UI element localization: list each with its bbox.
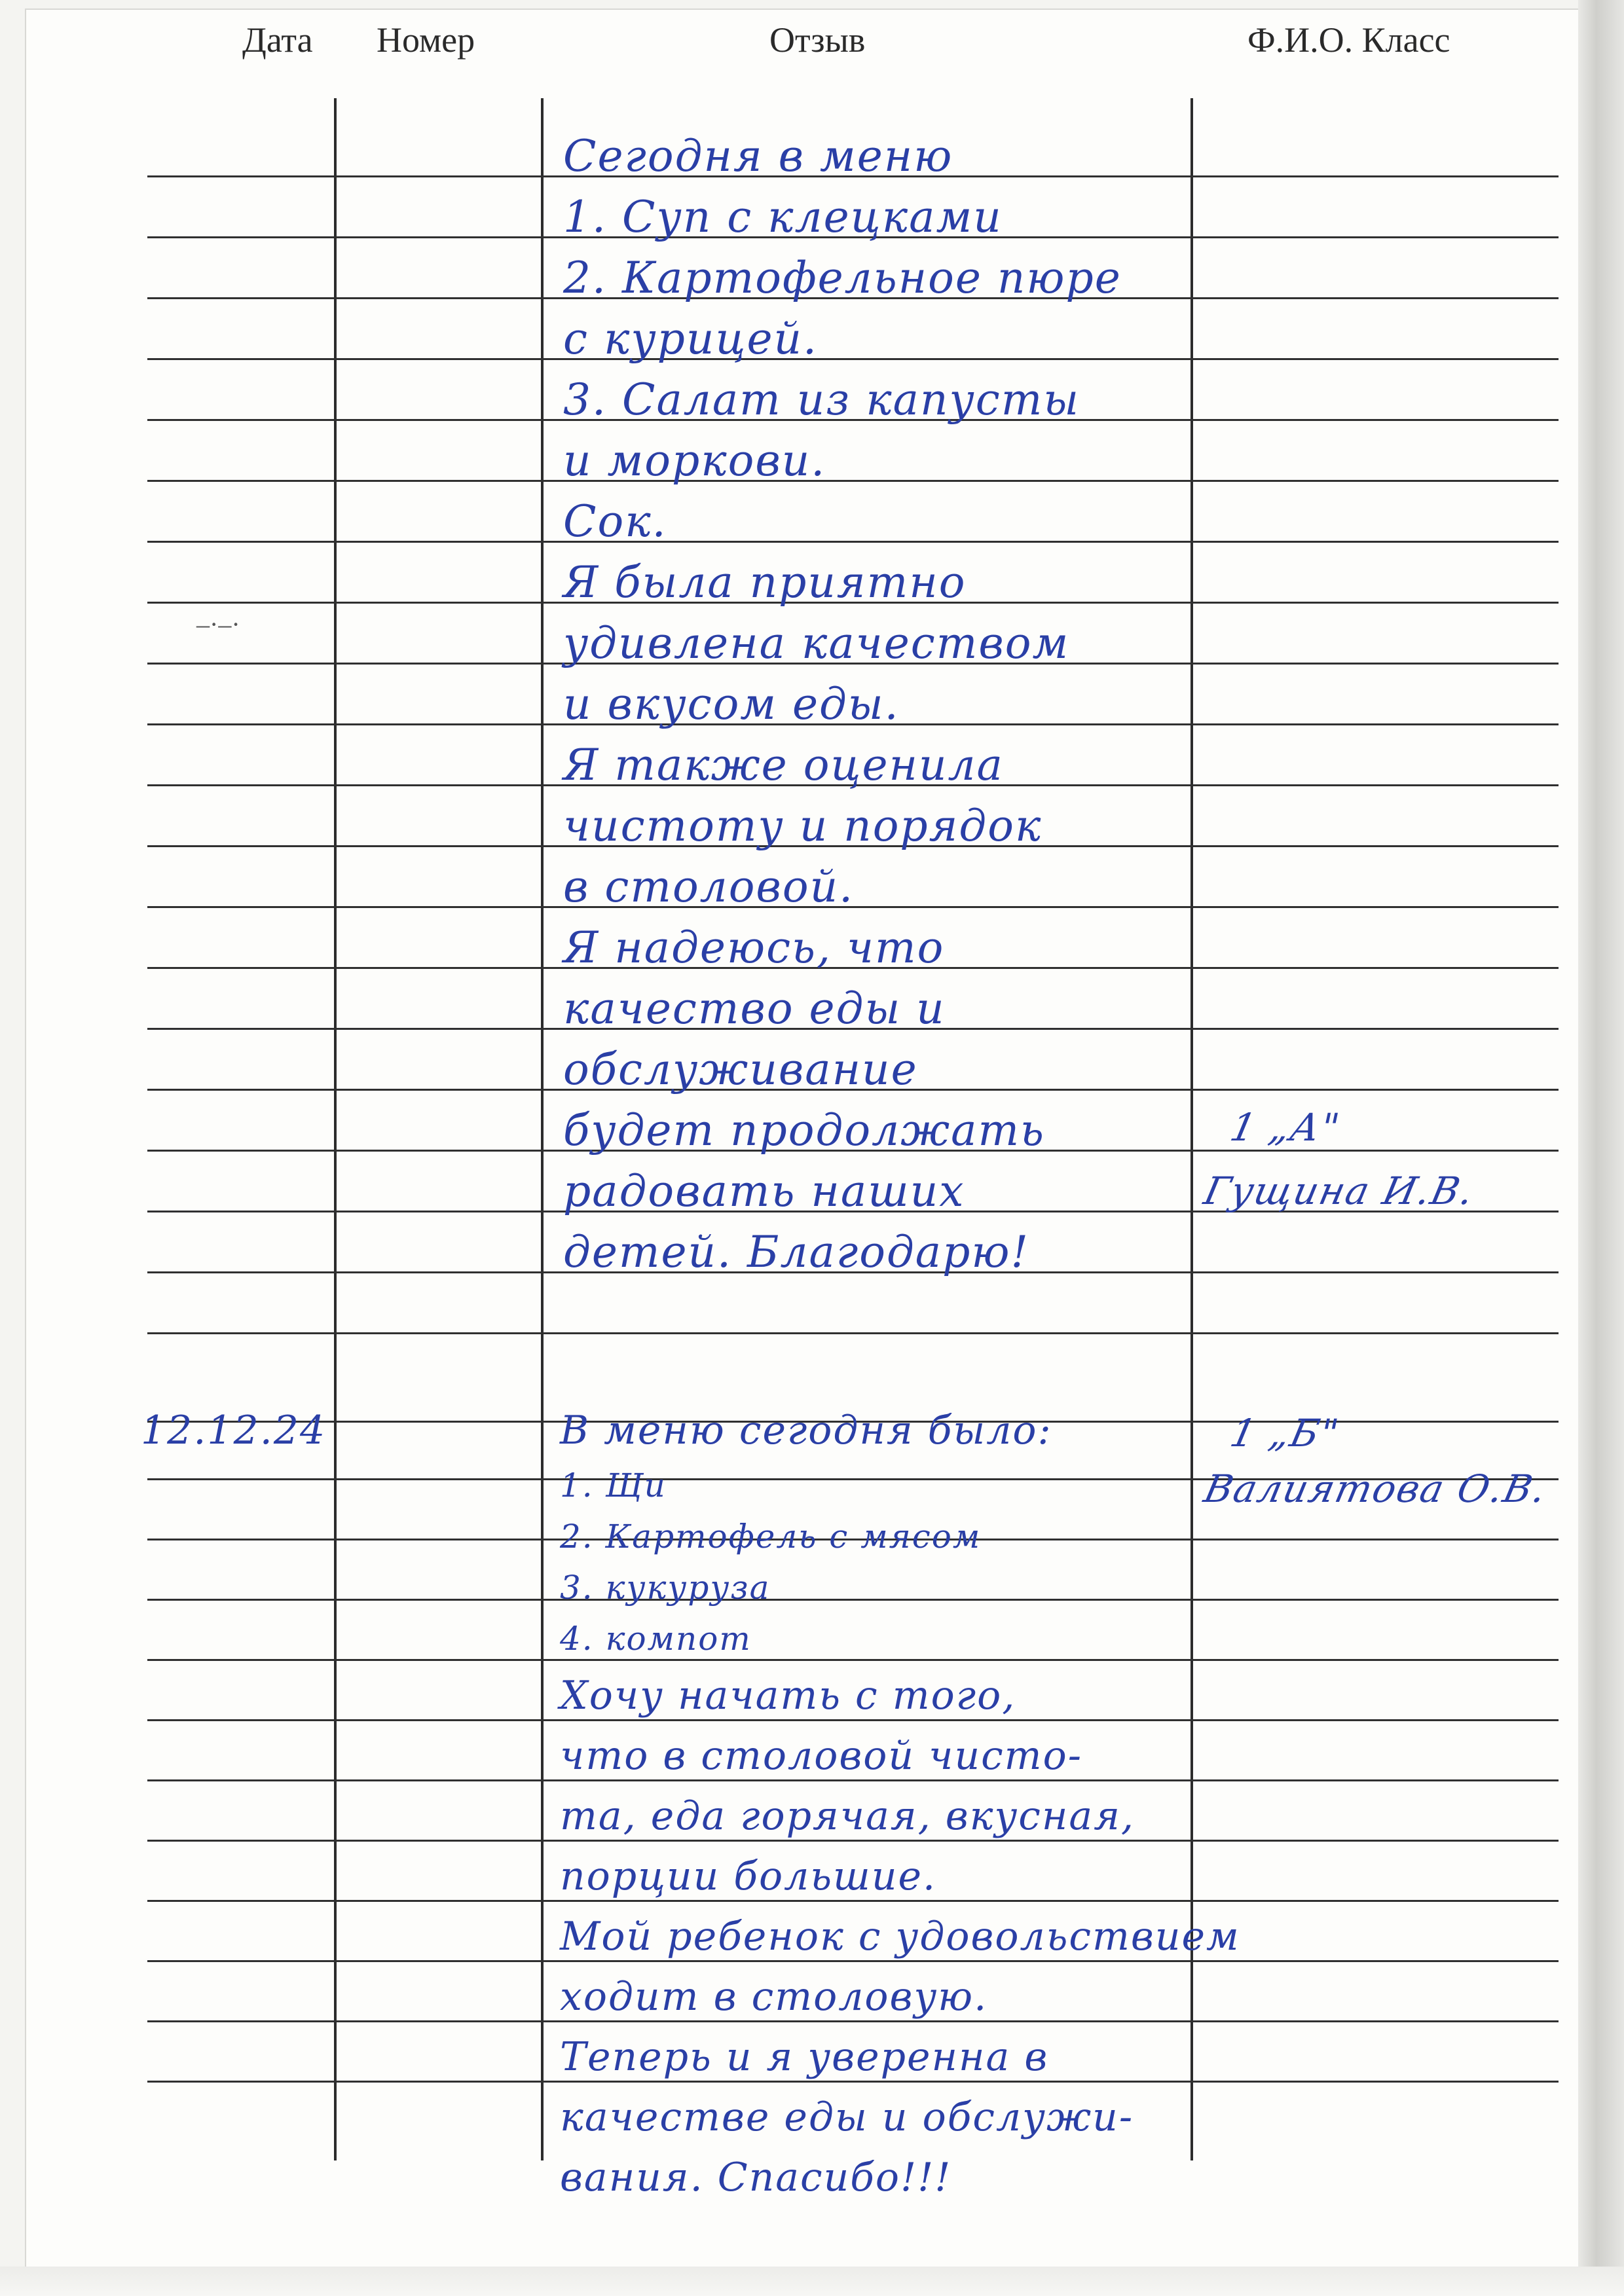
ruled-line — [147, 1659, 1559, 1661]
ruled-line — [147, 541, 1559, 543]
page-bottom-edge — [0, 2267, 1624, 2296]
review-line: та, еда горячая, вкусная, — [560, 1793, 1135, 1839]
review-line: порции большие. — [560, 1853, 937, 1899]
review-line: качество еды и — [563, 983, 946, 1034]
review-line: с курицей. — [563, 314, 818, 364]
ruled-line — [147, 2081, 1559, 2083]
ruled-line — [147, 2020, 1559, 2022]
review-line: и моркови. — [563, 435, 826, 486]
ruled-line — [147, 1332, 1559, 1334]
review-line: детей. Благодарю! — [563, 1227, 1030, 1277]
ruled-line — [147, 1960, 1559, 1962]
column-rule-date — [334, 98, 337, 2160]
review-line: Теперь и я уверенна в — [560, 2034, 1049, 2080]
entry-1-name: Гущина И.В. — [1200, 1169, 1479, 1213]
review-line: 2. Картофельное пюре — [563, 253, 1122, 303]
review-line: Я надеюсь, что — [563, 922, 945, 973]
review-line: Сок. — [563, 496, 667, 547]
review-line: Я также оценила — [563, 740, 1004, 790]
header-name-class: Ф.И.О. Класс — [1247, 20, 1450, 60]
review-line: Мой ребенок с удовольствием — [560, 1914, 1240, 1959]
review-line: в столовой. — [563, 862, 855, 912]
review-line: будет продолжать — [563, 1105, 1045, 1156]
entry-1-class: 1 „А" — [1226, 1105, 1345, 1150]
review-line: и вкусом еды. — [563, 679, 900, 729]
entry-2-date: 12.12.24 — [141, 1408, 327, 1453]
column-rule-number — [541, 98, 544, 2160]
review-line: качестве еды и обслужи- — [560, 2094, 1134, 2140]
review-line: чистоту и порядок — [563, 801, 1043, 851]
header-review: Отзыв — [769, 20, 866, 60]
review-line: 2. Картофель с мясом — [560, 1518, 982, 1556]
ruled-line — [147, 480, 1559, 482]
ruled-line — [147, 1900, 1559, 1902]
review-line: Я была приятно — [563, 557, 967, 608]
ruled-line — [147, 1840, 1559, 1842]
entry-2-name: Валиятова О.В. — [1200, 1467, 1551, 1511]
review-line: 1. Щи — [560, 1467, 667, 1504]
page-edge — [1578, 0, 1624, 2296]
review-line: вания. Спасибо!!! — [560, 2155, 952, 2200]
review-line: обслуживание — [563, 1044, 918, 1095]
ruled-line — [147, 1599, 1559, 1601]
review-line: что в столовой чисто- — [560, 1733, 1082, 1779]
review-line: 1. Суп с клецками — [563, 192, 1003, 242]
review-line: 3. Салат из капусты — [563, 374, 1080, 425]
review-line: 4. компот — [560, 1620, 752, 1658]
header-date: Дата — [242, 20, 313, 60]
review-line: Хочу начать с того, — [560, 1673, 1016, 1719]
table-header — [0, 20, 1572, 65]
column-rule-review — [1190, 98, 1193, 2160]
review-line: 3. кукуруза — [560, 1569, 771, 1607]
review-line: В меню сегодня было: — [560, 1408, 1052, 1453]
entry-2-class: 1 „Б" — [1226, 1411, 1344, 1455]
review-line: удивлена качеством — [563, 618, 1070, 668]
stray-mark: –·–· — [196, 610, 240, 639]
ruled-line — [147, 1779, 1559, 1781]
review-line: радовать наших — [563, 1166, 965, 1216]
ruled-line — [147, 358, 1559, 360]
review-line: ходит в столовую. — [560, 1974, 988, 2020]
review-line: Сегодня в меню — [563, 131, 953, 181]
header-number: Номер — [377, 20, 475, 60]
ruled-line — [147, 1719, 1559, 1721]
